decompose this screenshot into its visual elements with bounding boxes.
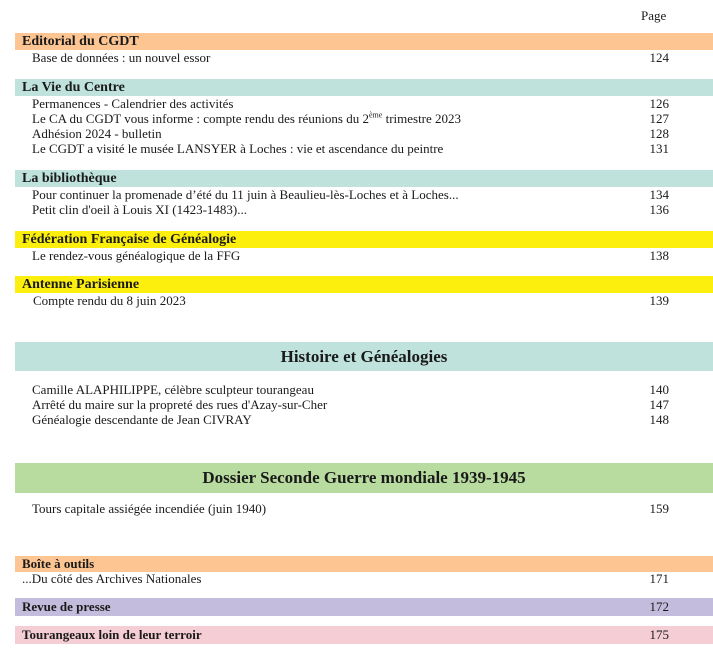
- section-title-vie-centre: La Vie du Centre: [22, 80, 125, 95]
- section-band-bibliotheque: [15, 170, 713, 187]
- toc-entry-text: Pour continuer la promenade d’été du 11 juin à Beaulieu-lès-Loches et à Loches...: [32, 187, 459, 202]
- toc-entry-page: 138: [649, 248, 669, 263]
- toc-entry-text: Le CGDT a visité le musée LANSYER à Loches : vie et ascendance du peintre: [32, 141, 444, 156]
- section-band-vie-centre: [15, 79, 713, 96]
- section-title-tourangeaux: Tourangeaux loin de leur terroir: [22, 627, 202, 642]
- toc-entry-text: Arrêté du maire sur la propreté des rues d'Azay-sur-Cher: [32, 397, 328, 412]
- toc-entry-page: 131: [649, 141, 669, 156]
- toc-entry-page: 140: [649, 382, 669, 397]
- section-band-ffg: [15, 231, 713, 248]
- toc-entry-page: 127: [649, 111, 669, 126]
- toc-entry-page: 175: [649, 627, 669, 642]
- section-title-antenne: Antenne Parisienne: [22, 277, 140, 292]
- toc-entry-page: 172: [649, 599, 669, 614]
- section-title-histoire: Histoire et Généalogies: [280, 347, 448, 366]
- toc-entry-text: Permanences - Calendrier des activités: [32, 96, 234, 111]
- toc-entry-page: 171: [649, 571, 669, 586]
- section-band-revue: [15, 598, 713, 616]
- toc-entry-text: [32, 111, 461, 126]
- toc-entry-page: 134: [649, 187, 669, 202]
- toc-entry-page: 128: [649, 126, 669, 141]
- section-band-tourangeaux: [15, 626, 713, 644]
- section-title-bibliotheque: La bibliothèque: [22, 171, 117, 186]
- toc-entry-page: 126: [649, 96, 669, 111]
- page-column-header: Page: [641, 8, 667, 23]
- toc-entry-text-part: Le CA du CGDT vous informe : compte rendu des réunions du 2: [32, 111, 369, 126]
- toc-entry-text: Généalogie descendante de Jean CIVRAY: [32, 412, 252, 427]
- toc-entry-text: Compte rendu du 8 juin 2023: [33, 293, 186, 308]
- section-band-histoire: [15, 342, 713, 371]
- section-title-revue: Revue de presse: [22, 599, 111, 614]
- toc-entry-text-part: trimestre 2023: [382, 111, 462, 126]
- section-title-boite: Boîte à outils: [22, 556, 95, 571]
- toc-entry-text: ...Du côté des Archives Nationales: [22, 571, 202, 586]
- toc-entry-page: 139: [649, 293, 669, 308]
- ordinal-superscript: ème: [369, 110, 383, 120]
- section-band-boite: [15, 556, 713, 572]
- toc-entry-page: 148: [649, 412, 669, 427]
- section-band-antenne: [15, 276, 713, 293]
- section-band-editorial: [15, 33, 713, 50]
- section-title-ffg: Fédération Française de Généalogie: [22, 232, 237, 247]
- toc-entry-text: Petit clin d'oeil à Louis XI (1423-1483)...: [32, 202, 248, 217]
- section-title-dossier: Dossier Seconde Guerre mondiale 1939-1945: [202, 468, 526, 487]
- toc-entry-page: 124: [649, 50, 669, 65]
- toc-entry-text: Tours capitale assiégée incendiée (juin 1940): [32, 501, 267, 516]
- toc-entry-page: 136: [649, 202, 669, 217]
- toc-entry-page: 159: [649, 501, 669, 516]
- toc-entry-page: 147: [649, 397, 669, 412]
- section-title-editorial: Editorial du CGDT: [22, 34, 139, 49]
- toc-entry-text: Base de données : un nouvel essor: [32, 50, 211, 65]
- toc-entry-text: Camille ALAPHILIPPE, célèbre sculpteur tourangeau: [32, 382, 314, 397]
- section-band-dossier: [15, 463, 713, 493]
- toc-entry-text: Adhésion 2024 - bulletin: [32, 126, 162, 141]
- toc-entry-text: Le rendez-vous généalogique de la FFG: [32, 248, 241, 263]
